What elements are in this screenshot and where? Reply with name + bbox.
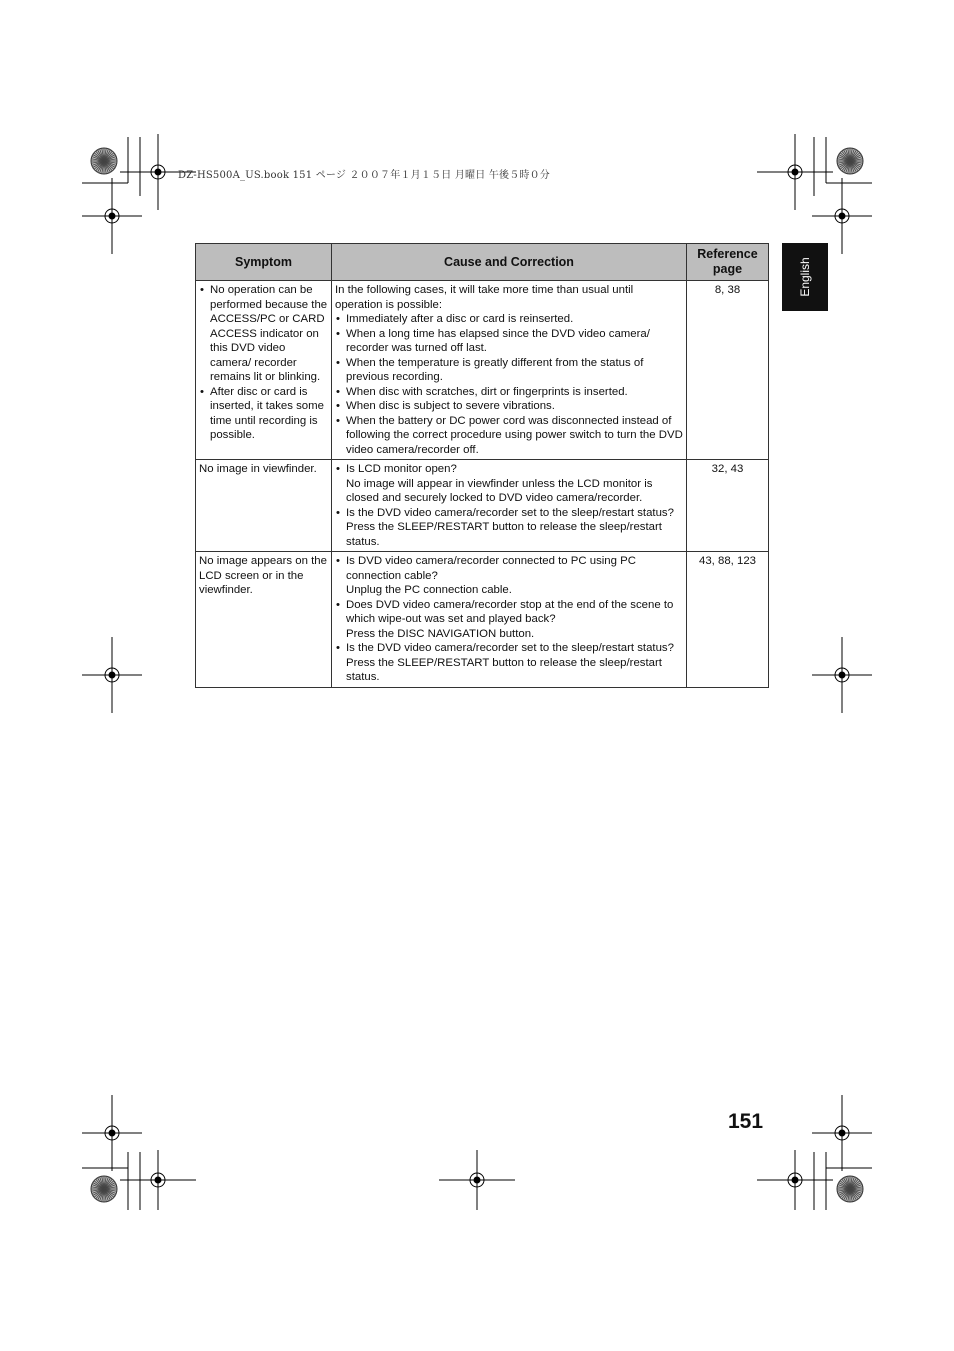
header-symptom: Symptom bbox=[196, 244, 332, 281]
language-tab-label: English bbox=[798, 257, 812, 297]
cause-intro: In the following cases, it will take more time than usual until operation is possible: bbox=[335, 284, 634, 311]
cause-cell bbox=[332, 281, 687, 460]
cause-question: • Is the DVD video camera/recorder set to the sleep/restart status? bbox=[346, 642, 674, 654]
reference-page-cell: 43, 88, 123 bbox=[687, 552, 769, 688]
cause-correction: Press the DISC NAVIGATION button. bbox=[346, 627, 535, 640]
cause-question: • Does DVD video camera/recorder stop at the end of the scene to which wipe-out was set and played back? bbox=[346, 598, 674, 625]
cause-item: • When a long time has elapsed since the DVD video camera/ recorder was turned off last. bbox=[335, 327, 683, 356]
cause-correction: Unplug the PC connection cable. bbox=[346, 584, 512, 596]
starburst-icon bbox=[837, 148, 863, 174]
table-row bbox=[196, 552, 769, 688]
cause-item bbox=[335, 554, 683, 598]
cause-item bbox=[335, 462, 683, 506]
reference-page-cell: 8, 38 bbox=[687, 281, 769, 460]
starburst-icon bbox=[91, 148, 117, 174]
symptom-item: • No operation can be performed because the ACCESS/PC or CARD ACCESS indicator on this DVD video camera/ recorder remains lit or blinking. bbox=[199, 283, 328, 385]
cause-item: • When disc with scratches, dirt or fingerprints is inserted. bbox=[335, 385, 683, 400]
cause-correction: No image will appear in viewfinder unless the LCD monitor is closed and securely locked to DVD video camera/recorder. bbox=[346, 477, 653, 504]
starburst-icon bbox=[91, 1176, 117, 1202]
page-number: 151 bbox=[728, 1110, 764, 1133]
cause-question: • Is LCD monitor open? bbox=[346, 463, 457, 475]
cause-question: • Is DVD video camera/recorder connected to PC using PC connection cable? bbox=[346, 555, 636, 582]
symptom-item: • After disc or card is inserted, it takes some time until recording is possible. bbox=[199, 385, 328, 443]
table-row bbox=[196, 460, 769, 552]
cause-item: • When the temperature is greatly different from the status of previous recording. bbox=[335, 356, 683, 385]
cause-question: • Is the DVD video camera/recorder set to the sleep/restart status? bbox=[346, 506, 674, 519]
cause-item bbox=[335, 506, 683, 550]
cause-item bbox=[335, 598, 683, 642]
cause-item: • When disc is subject to severe vibrations. bbox=[335, 399, 683, 414]
cause-item: • When the battery or DC power cord was disconnected instead of following the correct procedure using power switch to turn the DVD video camera/recorder off. bbox=[335, 414, 683, 458]
cause-cell bbox=[332, 460, 687, 552]
header-reference-page: Reference page bbox=[687, 244, 769, 281]
language-tab bbox=[782, 243, 828, 311]
symptom-cell: No image in viewfinder. bbox=[196, 460, 332, 552]
cause-correction: Press the SLEEP/RESTART button to release the sleep/restart status. bbox=[346, 521, 662, 548]
header-cause-correction: Cause and Correction bbox=[332, 244, 687, 281]
cause-correction: Press the SLEEP/RESTART button to release the sleep/restart status. bbox=[346, 656, 662, 683]
troubleshooting-table bbox=[195, 243, 769, 688]
reference-page-cell: 32, 43 bbox=[687, 460, 769, 552]
symptom-cell bbox=[196, 281, 332, 460]
starburst-icon bbox=[837, 1176, 863, 1202]
table-header-row bbox=[196, 244, 769, 281]
symptom-cell: No image appears on the LCD screen or in the viewfinder. bbox=[196, 552, 332, 688]
print-header: DZ-HS500A_US.book 151 ページ ２００７年１月１５日 月曜日 午後５時０分 bbox=[178, 170, 551, 181]
cause-item: • Immediately after a disc or card is reinserted. bbox=[335, 312, 683, 327]
cause-cell bbox=[332, 552, 687, 688]
table-row bbox=[196, 281, 769, 460]
cause-item bbox=[335, 641, 683, 685]
